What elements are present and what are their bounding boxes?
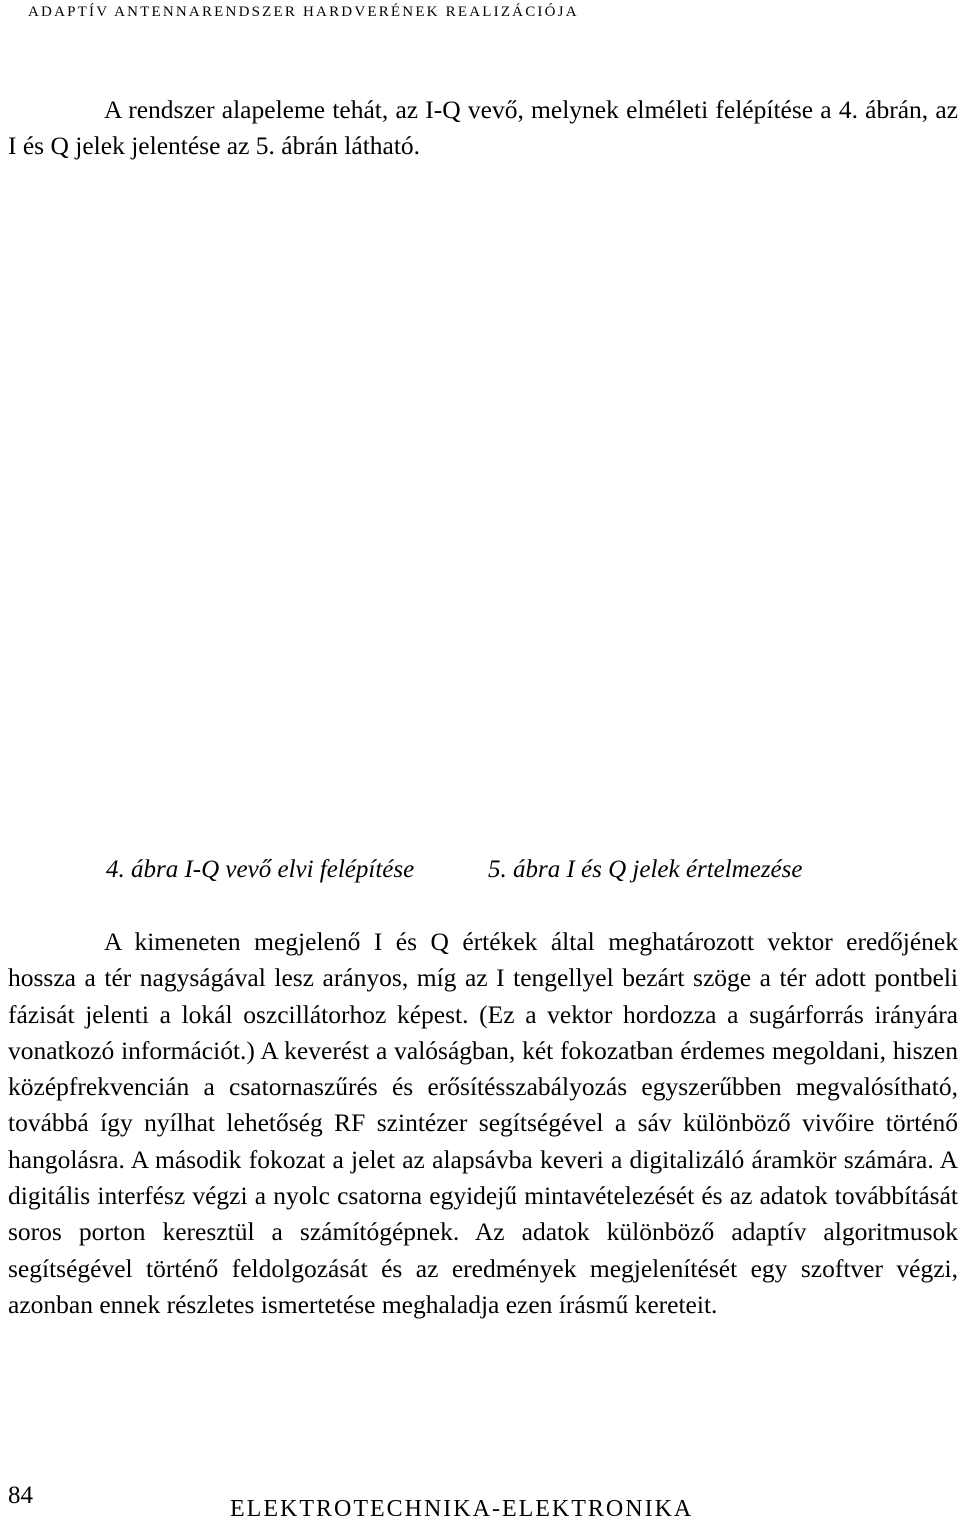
figure-4-caption: 4. ábra I-Q vevő elvi felépítése — [106, 856, 415, 883]
page-number: 84 — [8, 1482, 33, 1509]
paragraph-main: A kimeneten megjelenő I és Q értékek által meghatározott vektor eredőjének hossza a tér nagyságával lesz arányos, míg az I tengellyel bezárt szöge a tér adott pontbeli fázisát jelenti a lokál oszcillátorhoz képest. (Ez a vektor hordozza a sugárforrás irányára vonatkozó információt.) A keverést a valóságban, két fokozatban érdemes megoldani, hiszen középfrekvencián a csatornaszűrés és erősítésszabályozás egyszerűbben megvalósítható, továbbá így nyílhat lehetőség RF szintézer segítségével a sáv különböző vivőire történő hangolásra. A második fokozat a jelet az alapsávba keveri a digitalizáló áramkör számára. A digitális interfész végzi a nyolc csatorna egyidejű mintavételezését és az adatok továbbítását soros porton keresztül a számítógépnek. Az adatok különböző adaptív algoritmusok segítségével történő feldolgozását és az eredmények megjelenítését egy szoftver végzi, azonban ennek részletes ismertetése meghaladja ezen írásmű kereteit. — [8, 927, 958, 1319]
figure-5-caption: 5. ábra I és Q jelek értelmezése — [488, 856, 803, 883]
footer-journal-title: ELEKTROTECHNIKA-ELEKTRONIKA — [230, 1496, 694, 1522]
paragraph-intro: A rendszer alapeleme tehát, az I-Q vevő, melynek elméleti felépítése a 4. ábrán, az I és Q jelek jelentése az 5. ábrán látható. — [8, 95, 958, 161]
running-header: ADAPTÍV ANTENNARENDSZER HARDVERÉNEK REALIZÁCIÓJA — [28, 4, 579, 20]
figure-area — [8, 190, 958, 830]
